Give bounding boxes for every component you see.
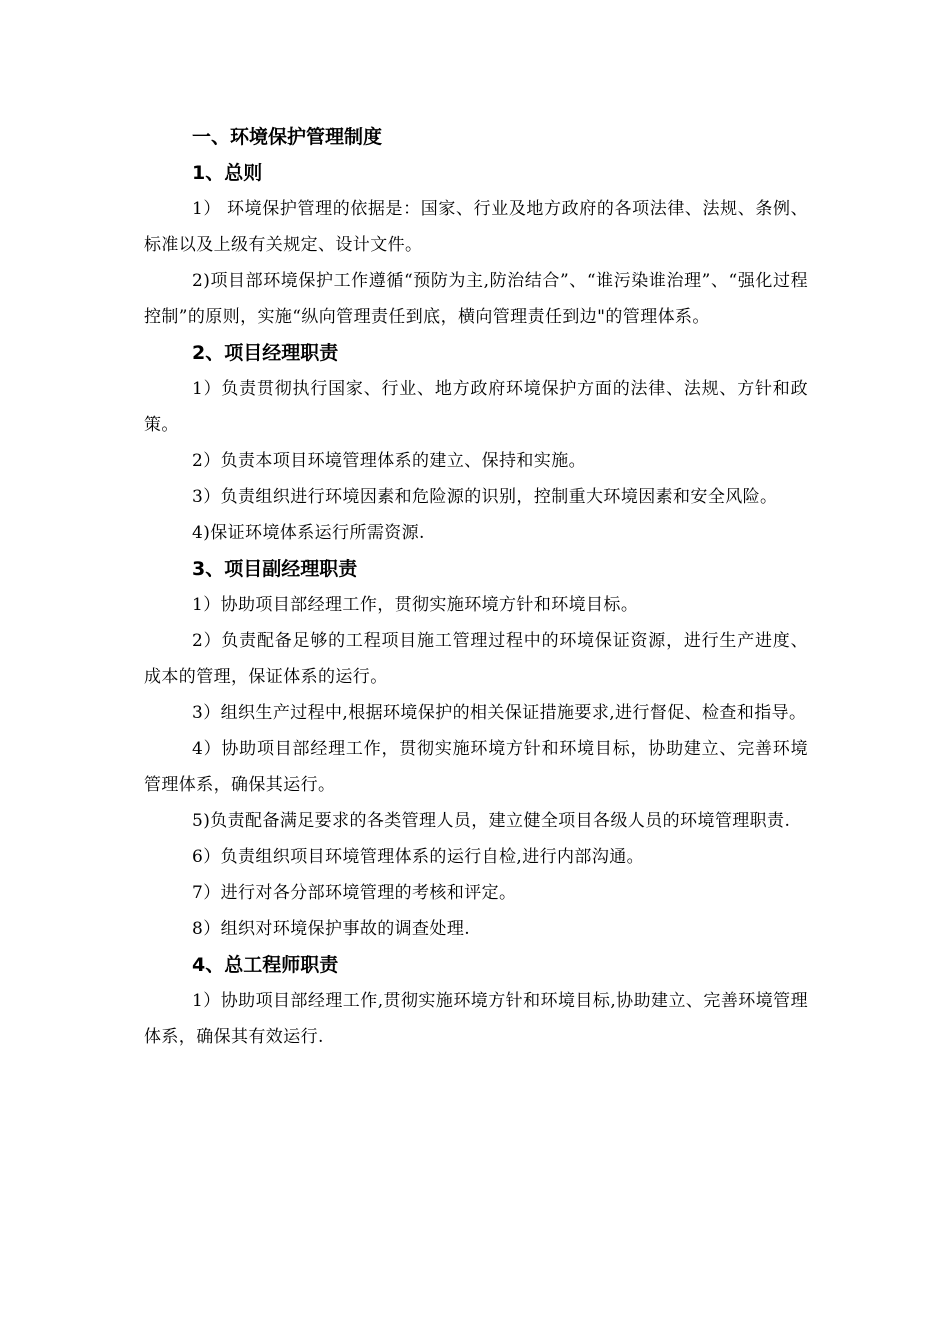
paragraph: 1）协助项目部经理工作,贯彻实施环境方针和环境目标,协助建立、完善环境管理体系，确保其有效运行. — [144, 991, 808, 1047]
section-heading: 4、总工程师职责 — [192, 954, 339, 976]
paragraph: 5)负责配备满足要求的各类管理人员，建立健全项目各级人员的环境管理职责. — [192, 811, 791, 831]
section-heading: 3、项目副经理职责 — [192, 558, 358, 580]
section-deputy-manager — [144, 551, 808, 947]
paragraph: 4)保证环境体系运行所需资源. — [192, 523, 425, 543]
section-heading: 1、总则 — [192, 162, 263, 184]
document-title: 一、环境保护管理制度 — [192, 126, 383, 148]
paragraph: 2）负责本项目环境管理体系的建立、保持和实施。 — [192, 451, 587, 471]
paragraph: 3）组织生产过程中,根据环境保护的相关保证措施要求,进行督促、检查和指导。 — [192, 703, 807, 723]
section-heading: 2、项目经理职责 — [192, 342, 339, 364]
paragraph: 4）协助项目部经理工作，贯彻实施环境方针和环境目标，协助建立、完善环境管理体系，确保其运行。 — [144, 739, 808, 795]
paragraph: 1） 环境保护管理的依据是：国家、行业及地方政府的各项法律、法规、条例、标准以及上级有关规定、设计文件。 — [144, 199, 808, 255]
paragraph: 3）负责组织进行环境因素和危险源的识别，控制重大环境因素和安全风险。 — [192, 487, 778, 507]
section-chief-engineer — [144, 947, 808, 1055]
section-general — [144, 155, 808, 335]
paragraph: 7）进行对各分部环境管理的考核和评定。 — [192, 883, 517, 903]
paragraph: 1）协助项目部经理工作，贯彻实施环境方针和环境目标。 — [192, 595, 639, 615]
document-page — [144, 119, 808, 1055]
paragraph: 1）负责贯彻执行国家、行业、地方政府环境保护方面的法律、法规、方针和政策。 — [144, 379, 808, 435]
paragraph: 2)项目部环境保护工作遵循“预防为主,防治结合”、“谁污染谁治理”、“强化过程控制”的原则，实施“纵向管理责任到底，横向管理责任到边"的管理体系。 — [144, 271, 808, 327]
paragraph: 6）负责组织项目环境管理体系的运行自检,进行内部沟通。 — [192, 847, 645, 867]
paragraph: 2）负责配备足够的工程项目施工管理过程中的环境保证资源，进行生产进度、成本的管理，保证体系的运行。 — [144, 631, 808, 687]
paragraph: 8）组织对环境保护事故的调查处理. — [192, 919, 471, 939]
section-project-manager — [144, 335, 808, 551]
